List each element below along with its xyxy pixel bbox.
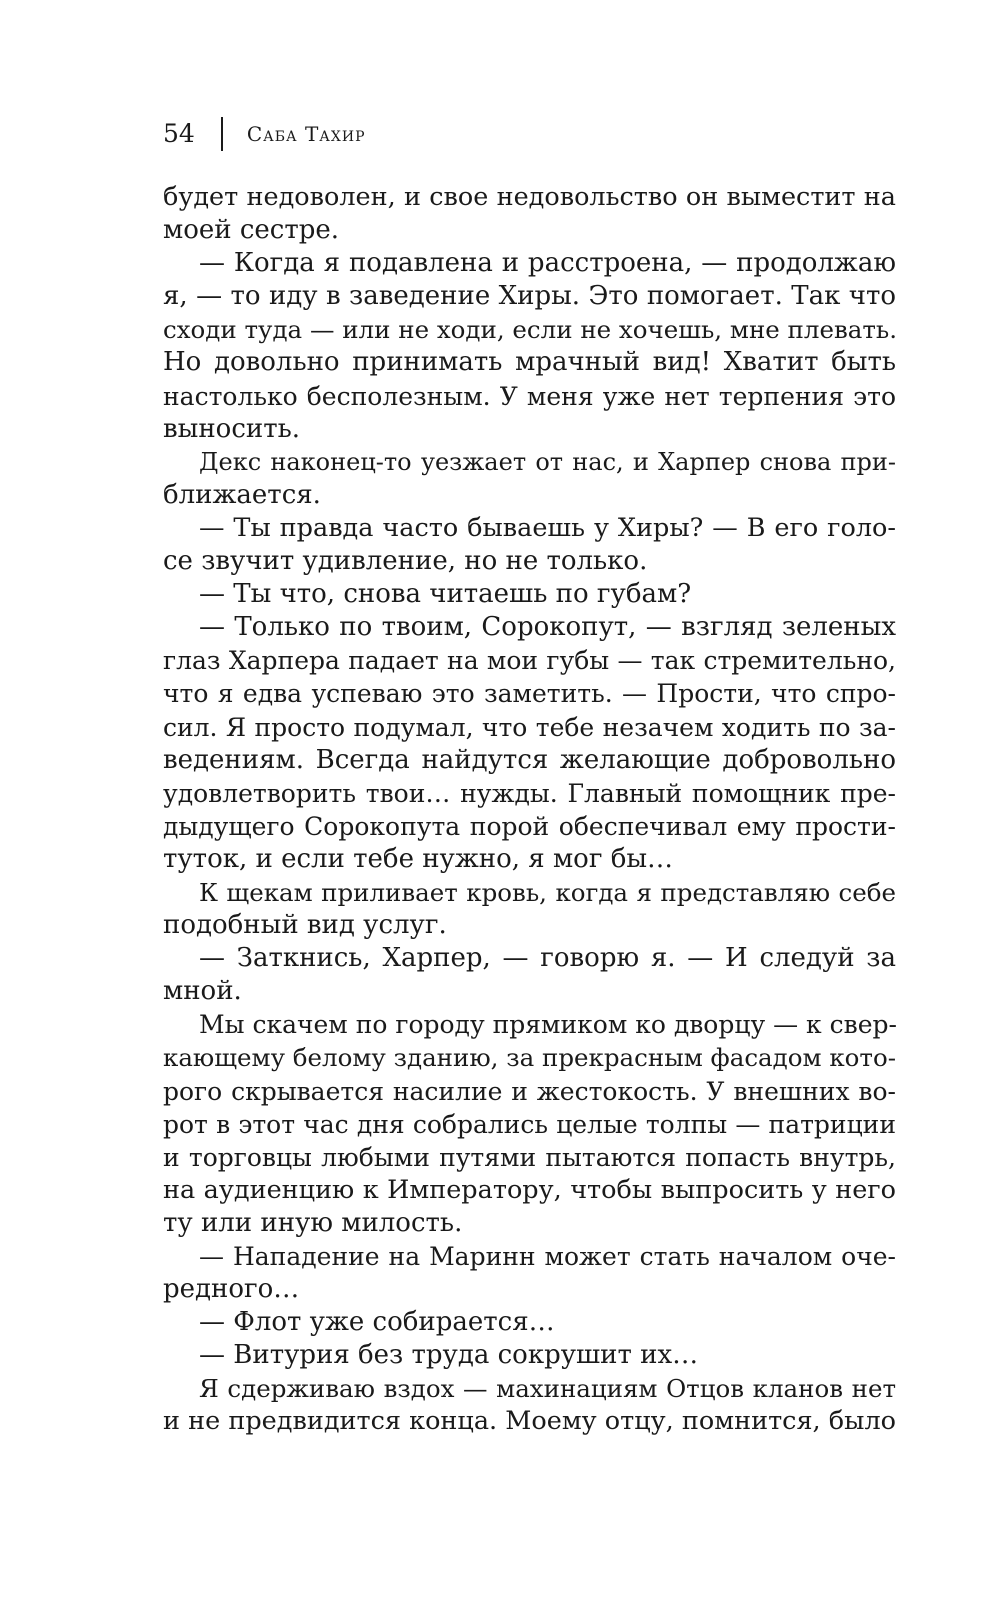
text-line: ведениям. Всегда найдутся желающие добровольно	[163, 744, 896, 775]
running-head	[163, 116, 366, 152]
text-line: моей сестре.	[163, 215, 340, 246]
text-line: мной.	[163, 976, 242, 1007]
text-line: туток, и если тебе нужно, я мог бы…	[163, 843, 674, 874]
text-line: Декс наконец-то уезжает от нас, и Харпер снова при-	[199, 447, 896, 476]
text-line: Но довольно принимать мрачный вид! Хватит быть	[163, 347, 896, 378]
text-line: настолько бесполезным. У меня уже нет терпения это	[163, 381, 896, 411]
author-name: Саба Тахир	[246, 122, 366, 146]
text-line: — Когда я подавлена и расстроена, — продолжаю	[199, 248, 896, 279]
text-line: будет недоволен, и свое недовольство он выместит на	[163, 182, 896, 212]
text-line: Я сдерживаю вздох — махинациям Отцов кланов нет	[199, 1374, 896, 1404]
page-number: 54	[163, 119, 195, 148]
text-line: — Заткнись, Харпер, — говорю я. — И следуй за	[199, 943, 896, 974]
text-line: сил. Я просто подумал, что тебе незачем ходить по за-	[163, 712, 896, 742]
text-line: на аудиенцию к Императору, чтобы выпросить у него	[163, 1174, 896, 1205]
text-line: ту или иную милость.	[163, 1207, 463, 1238]
text-line: К щекам приливает кровь, когда я представляю себе	[199, 877, 896, 907]
text-line: — Ты что, снова читаешь по губам?	[199, 579, 692, 610]
header-divider	[221, 117, 223, 151]
text-line: — Нападение на Маринн может стать началом оче-	[199, 1242, 896, 1271]
text-line: Мы скачем по городу прямиком ко дворцу — к свер-	[199, 1010, 897, 1040]
text-line: сходи туда — или не ходи, если не хочешь, мне плевать.	[163, 315, 898, 345]
text-line: рот в этот час дня собрались целые толпы — патриции	[163, 1109, 896, 1139]
text-line: что я едва успеваю это заметить. — Прости, что спро-	[163, 679, 896, 709]
text-line: редного…	[163, 1274, 300, 1305]
text-line: дыдущего Сорокопута порой обеспечивал ему прости-	[163, 811, 896, 841]
text-line: — Флот уже собирается…	[199, 1307, 555, 1338]
text-line: — Только по твоим, Сорокопут, — взгляд зеленых	[199, 612, 896, 643]
text-line: удовлетворить твои… нужды. Главный помощник пре-	[163, 778, 896, 808]
text-line: я, — то иду в заведение Хиры. Это помогает. Так что	[163, 281, 896, 312]
body-text	[163, 181, 896, 1439]
text-line: и торговцы любыми путями пытаются попасть внутрь,	[163, 1142, 896, 1172]
text-line: ближается.	[163, 479, 321, 510]
text-line: глаз Харпера падает на мои губы — так стремительно,	[163, 646, 896, 676]
text-line: кающему белому зданию, за прекрасным фасадом кото-	[163, 1043, 896, 1073]
text-line: — Витурия без труда сокрушит их…	[199, 1340, 699, 1371]
text-line: и не предвидится конца. Моему отцу, помнится, было	[163, 1406, 896, 1437]
text-line: рого скрывается насилие и жестокость. У внешних во-	[163, 1076, 896, 1106]
text-line: подобный вид услуг.	[163, 910, 447, 941]
text-line: — Ты правда часто бываешь у Хиры? — В его голо-	[199, 512, 896, 543]
text-line: се звучит удивление, но не только.	[163, 546, 648, 577]
text-line: выносить.	[163, 413, 301, 444]
